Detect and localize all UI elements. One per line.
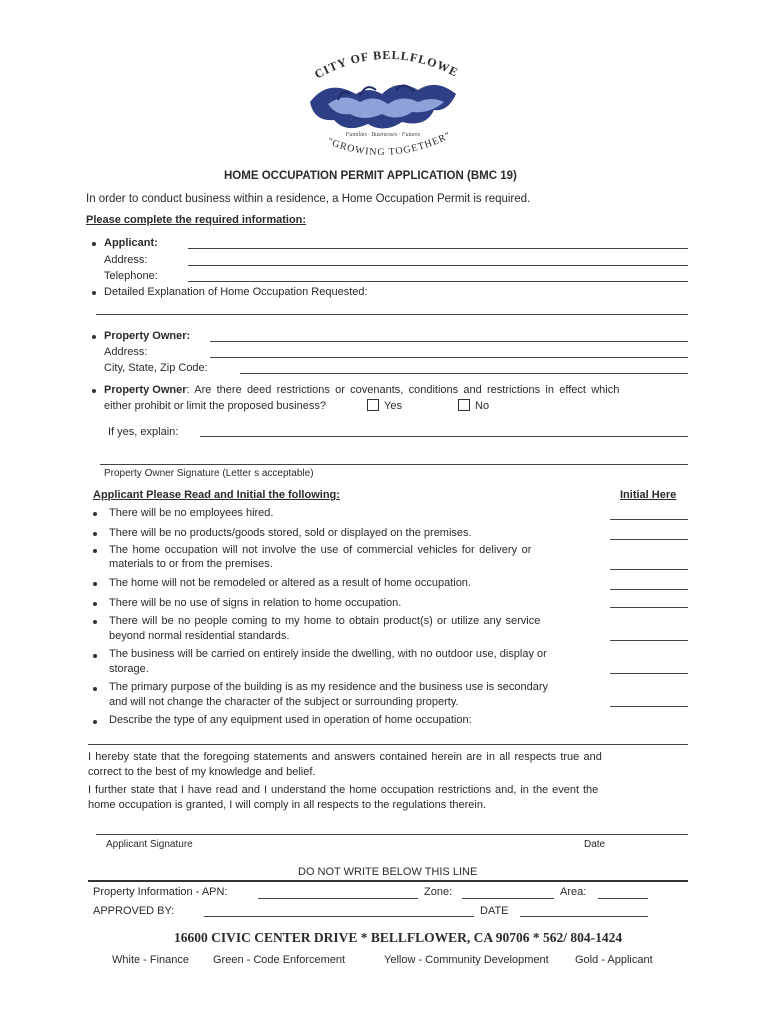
equipment-field[interactable] [88,744,688,745]
bullet [93,512,97,516]
explain-label: If yes, explain: [108,426,179,438]
bullet [93,549,97,553]
explanation-label: Detailed Explanation of Home Occupation Requested: [104,286,368,298]
complete-heading: Please complete the required information: [86,214,307,226]
zone-label: Zone: [424,886,453,898]
bullet [93,654,97,658]
logo-tagline: Families · Businesses · Futures [345,132,421,138]
list-item: There will be no products/goods stored, sold or displayed on the premises. [109,527,472,539]
statement1-line2: correct to the best of my knowledge and belief. [88,766,316,778]
applicant-name-field[interactable] [188,248,688,249]
read-heading: Applicant Please Read and Initial the following: [93,489,340,501]
list-item: The primary purpose of the building is as my residence and the business use is secondary [109,681,549,693]
initial-field[interactable] [610,673,688,674]
restrictions-owner-label: Property Owner [104,384,187,396]
list-item: There will be no people coming to my home to obtain product(s) or utilize any service [109,615,541,627]
owner-city-field[interactable] [240,373,688,374]
explain-field[interactable] [200,436,688,437]
bellflower-flower-icon [298,42,468,162]
list-item-cont: storage. [109,663,149,675]
owner-signature-field[interactable] [100,464,688,465]
initial-field[interactable] [610,607,688,608]
applicant-signature-label: Applicant Signature [106,839,193,850]
form-title: HOME OCCUPATION PERMIT APPLICATION (BMC 19) [224,170,517,182]
address-footer: 16600 CIVIC CENTER DRIVE * BELLFLOWER, CA 90706 * 562/ 804-1424 [174,930,623,945]
list-item-cont: and will not change the character of the subject or surrounding property. [109,696,459,708]
bullet [93,687,97,691]
applicant-address-field[interactable] [188,265,688,266]
owner-city-label: City, State, Zip Code: [104,362,208,374]
no-label: No [475,400,490,412]
restrictions-question [104,384,619,397]
list-item-cont: materials to or from the premises. [109,558,273,570]
yes-label: Yes [384,400,402,412]
owner-name-field[interactable] [210,341,688,342]
no-checkbox[interactable] [458,399,470,411]
logo-motto: "GROWING TOGETHER" [325,130,454,159]
restrictions-line2: either prohibit or limit the proposed business? [104,400,326,412]
initial-field[interactable] [610,539,688,540]
zone-field[interactable] [462,898,554,899]
explanation-field[interactable] [96,314,688,315]
initial-heading: Initial Here [620,489,677,501]
copy-yellow: Yellow - Community Development [384,954,549,966]
bullet [92,242,96,246]
copy-gold: Gold - Applicant [575,954,653,966]
applicant-label: Applicant: [104,237,158,249]
bullet [93,720,97,724]
list-item: The business will be carried on entirely inside the dwelling, with no outdoor use, display or [109,648,547,660]
applicant-telephone-field[interactable] [188,281,688,282]
statement1-line1: I hereby state that the foregoing statements and answers contained herein are in all respects true and [88,751,602,763]
intro-text: In order to conduct business within a residence, a Home Occupation Permit is required. [86,193,531,205]
list-item: Describe the type of any equipment used in operation of home occupation: [109,714,472,726]
svg-text:CITY OF BELLFLOWER [298,42,461,81]
office-date-label: DATE [480,905,509,917]
bullet [93,602,97,606]
divider [88,880,688,882]
office-date-field[interactable] [520,916,648,917]
owner-label: Property Owner: [104,330,191,342]
yes-checkbox[interactable] [367,399,379,411]
initial-field[interactable] [610,706,688,707]
restrictions-line1: : Are there deed restrictions or covenants, conditions and restrictions in effect which [186,384,620,396]
list-item: There will be no employees hired. [109,507,274,519]
bullet [93,532,97,536]
applicant-address-label: Address: [104,254,148,266]
bullet [92,291,96,295]
initial-field[interactable] [610,640,688,641]
date-label: Date [584,839,606,850]
city-logo [298,42,468,162]
list-item: The home will not be remodeled or altered as a result of home occupation. [109,577,471,589]
copy-green: Green - Code Enforcement [213,954,346,966]
bullet [93,582,97,586]
list-item: There will be no use of signs in relation to home occupation. [109,597,402,609]
initial-field[interactable] [610,519,688,520]
approved-by-label: APPROVED BY: [93,905,175,917]
bullet [92,335,96,339]
statement2-line2: home occupation is granted, I will comply in all respects to the regulations therein. [88,799,487,811]
list-item: The home occupation will not involve the use of commercial vehicles for delivery or [109,544,532,556]
apn-field[interactable] [258,898,418,899]
bullet [92,389,96,393]
applicant-signature-field[interactable] [96,834,688,835]
initial-field[interactable] [610,569,688,570]
owner-address-field[interactable] [210,357,688,358]
applicant-telephone-label: Telephone: [104,270,158,282]
copy-white: White - Finance [112,954,190,966]
approved-by-field[interactable] [204,916,474,917]
do-not-write: DO NOT WRITE BELOW THIS LINE [298,866,478,878]
apn-label: Property Information - APN: [93,886,228,898]
owner-address-label: Address: [104,346,148,358]
area-label: Area: [560,886,587,898]
list-item-cont: beyond normal residential standards. [109,630,290,642]
area-field[interactable] [598,898,648,899]
bullet [93,620,97,624]
statement2-line1: I further state that I have read and I understand the home occupation restrictions and, in the event the [88,784,599,796]
initial-field[interactable] [610,589,688,590]
owner-signature-label: Property Owner Signature (Letter s acceptable) [104,468,314,479]
logo-city-name: CITY OF BELLFLOWE [312,47,461,82]
